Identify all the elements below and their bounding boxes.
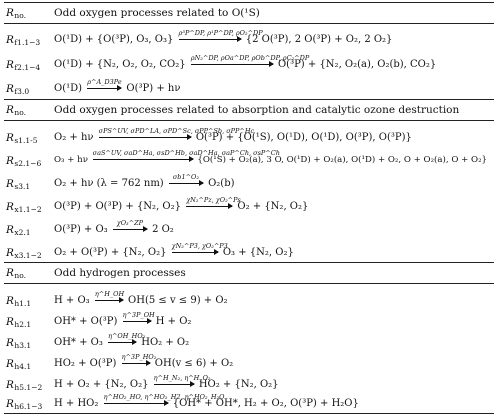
section-rule	[4, 99, 494, 100]
reaction-row	[0, 56, 500, 76]
reaction-id: $R_{h2.1}$	[6, 316, 32, 329]
reaction-id: $R_{h4.1}$	[6, 358, 32, 371]
rate-coefficients: ρN₂^DP, ρOa^DP, ρOb^DP, ρC₂^DP	[190, 54, 310, 62]
products: O₂(b)	[208, 178, 235, 189]
column-header-id: $R_{no.}$	[6, 104, 27, 117]
reaction-arrow	[87, 78, 122, 94]
reactants: O(³P) + O(³P) + {N₂, O₂}	[54, 201, 181, 212]
reaction-arrow	[190, 54, 310, 70]
reaction-id: $R_{x2.1}$	[6, 224, 31, 237]
products: {OH* + OH*, H₂ + O₂, O(³P) + H₂O}	[172, 398, 359, 409]
reaction-arrow	[103, 393, 225, 409]
reaction-id: $R_{f1.1-3}$	[6, 34, 41, 47]
products: {2 O(³P), 2 O(³P) + O₂, 2 O₂}	[245, 34, 393, 45]
reaction-id: $R_{s3.1}$	[6, 178, 31, 191]
reaction-equation	[54, 196, 309, 212]
rate-coefficients: χN₂^P3, χO₂^P3	[171, 242, 228, 250]
reaction-id: $R_{h5.1-2}$	[6, 379, 43, 392]
header-rule	[4, 23, 494, 24]
reactants: H + O₃	[54, 295, 90, 306]
reaction-id: $R_{h3.1}$	[6, 337, 32, 350]
reaction-row	[0, 244, 500, 264]
reaction-row	[0, 376, 500, 396]
rate-coefficients: η^3P_OH	[122, 311, 155, 319]
reaction-equation	[54, 29, 393, 45]
section-header-3	[0, 264, 500, 284]
reaction-arrow	[94, 290, 125, 306]
section-title: Odd hydrogen processes	[54, 267, 186, 279]
reaction-id: $R_{f3.0}$	[6, 83, 30, 96]
reaction-equation	[54, 353, 234, 369]
reaction-equation	[54, 311, 192, 327]
column-header-id: $R_{no.}$	[6, 267, 27, 280]
reactants: H + HO₂	[54, 398, 99, 409]
reaction-arrow	[92, 149, 280, 165]
rate-coefficients: ρ^A_D3Pe	[87, 78, 122, 86]
reaction-equation	[54, 242, 294, 258]
reaction-row	[0, 129, 500, 149]
reaction-arrow	[122, 311, 155, 327]
reaction-id: $R_{x3.1-2}$	[6, 247, 42, 260]
reactants: O₂ + hν (λ = 762 nm)	[54, 178, 164, 189]
reaction-arrow	[121, 353, 157, 369]
section-title: Odd oxygen processes related to absorption and catalytic ozone destruction	[54, 104, 460, 116]
column-header-id: $R_{no.}$	[6, 7, 27, 20]
products: OH(5 ≤ v ≤ 9) + O₂	[128, 295, 228, 306]
reactants: O(¹D) + {N₂, O₂, O₂, CO₂}	[54, 59, 186, 70]
reaction-arrow	[186, 196, 241, 212]
rate-coefficients: ρ³P^DP, ρ¹P^DP, ρO₂^DP	[178, 29, 263, 37]
reaction-id: $R_{s2.1-6}$	[6, 155, 42, 168]
rate-coefficients: η^OH_HO₂	[108, 332, 146, 340]
header-rule	[4, 120, 494, 121]
rate-coefficients: η^3P_HO₂	[121, 353, 157, 361]
products: OH(v ≤ 6) + O₂	[154, 358, 234, 369]
reactants: O₂ + O(³P) + {N₂, O₂}	[54, 247, 167, 258]
reaction-row	[0, 221, 500, 241]
reactants: H + O₂ + {N₂, O₂}	[54, 379, 149, 390]
reaction-row	[0, 292, 500, 312]
reaction-equation	[54, 78, 181, 94]
reaction-row	[0, 355, 500, 375]
reaction-arrow	[113, 219, 147, 235]
rate-coefficients: χO₃^ZP	[116, 219, 143, 227]
rate-coefficients: η^HO₂_HO, η^HO₂_H2, η^HO₂_H₂O	[103, 393, 225, 401]
reactants: OH* + O(³P)	[54, 316, 118, 327]
products: O₃ + {N₂, O₂}	[222, 247, 294, 258]
reactants: O(¹D)	[54, 83, 83, 94]
reaction-row	[0, 149, 500, 172]
section-header-2	[0, 101, 500, 121]
reaction-row	[0, 198, 500, 218]
products: O(³P) + {N₂, O₂(a), O₂(b), CO₂}	[277, 59, 437, 70]
reaction-equation	[54, 393, 359, 409]
header-rule	[4, 283, 494, 284]
products: O₂ + {N₂, O₂}	[237, 201, 309, 212]
reaction-equation	[54, 290, 228, 306]
reaction-equation	[54, 219, 174, 235]
reaction-row	[0, 334, 500, 354]
reactants: O(¹D) + {O(³P), O₃, O₃}	[54, 34, 174, 45]
reaction-row	[0, 175, 500, 195]
reaction-arrow	[153, 374, 211, 390]
reactants: O₃ + hν	[54, 155, 88, 165]
reactants: O(³P) + O₃	[54, 224, 108, 235]
reactants: OH* + O₃	[54, 337, 103, 348]
rate-coefficients: σaS^UV, σaD^Ha, σsD^Hb, σaD^Ha, σaP^Ch, σsP^Ch	[92, 149, 280, 157]
products: HO₂ + {N₂, O₂}	[198, 379, 279, 390]
products: O(³P) + hν	[126, 83, 181, 94]
reaction-equation	[54, 54, 437, 70]
reactants: HO₂ + O(³P)	[54, 358, 117, 369]
reaction-id: $R_{s1.1-5}$	[6, 132, 38, 145]
rate-coefficients: χN₂^Pz, χO₂^Ps	[186, 196, 241, 204]
reaction-id: $R_{h6.1-3}$	[6, 398, 43, 411]
section-rule	[4, 262, 494, 263]
reaction-arrow	[178, 29, 263, 45]
reaction-arrow	[169, 173, 203, 189]
rate-coefficients: η^H_OH	[94, 290, 125, 298]
reaction-equation	[54, 332, 190, 348]
rate-coefficients: σb1^O₂	[172, 173, 199, 181]
products: {O(¹S) + O₂(a), 3 O, O(¹D) + O₂(a), O(¹D) + O₂, O + O₂(a), O + O₂}	[197, 155, 487, 165]
reaction-arrow	[108, 332, 146, 348]
reaction-row	[0, 313, 500, 333]
reaction-equation	[54, 374, 279, 390]
products: H + O₂	[155, 316, 192, 327]
section-title: Odd oxygen processes related to O(¹S)	[54, 7, 260, 19]
rate-coefficients: σPS^UV, σPD^LA, σPD^Sc, σPP^Sb, σPP^Hc	[98, 127, 255, 135]
products: 2 O₂	[152, 224, 174, 235]
reaction-arrow	[171, 242, 228, 258]
reactants: O₂ + hν	[54, 132, 94, 143]
reaction-equation	[54, 149, 487, 165]
reaction-equation	[54, 127, 412, 143]
reaction-id: $R_{x1.1-2}$	[6, 201, 42, 214]
reaction-id: $R_{f2.1-4}$	[6, 59, 41, 72]
reaction-row	[0, 395, 500, 415]
reaction-row	[0, 80, 500, 100]
reaction-arrow	[98, 127, 255, 143]
rate-coefficients: η^H_N₂, η^H_O₂	[153, 374, 211, 382]
reaction-equation	[54, 173, 235, 189]
products: O(³P) + {O(¹S), O(¹D), O(¹D), O(³P), O(³P)}	[195, 132, 412, 143]
section-header-1	[0, 4, 500, 24]
reaction-id: $R_{h1.1}$	[6, 295, 32, 308]
bottom-rule	[4, 413, 494, 414]
reaction-row	[0, 31, 500, 51]
products: HO₂ + O₂	[141, 337, 190, 348]
